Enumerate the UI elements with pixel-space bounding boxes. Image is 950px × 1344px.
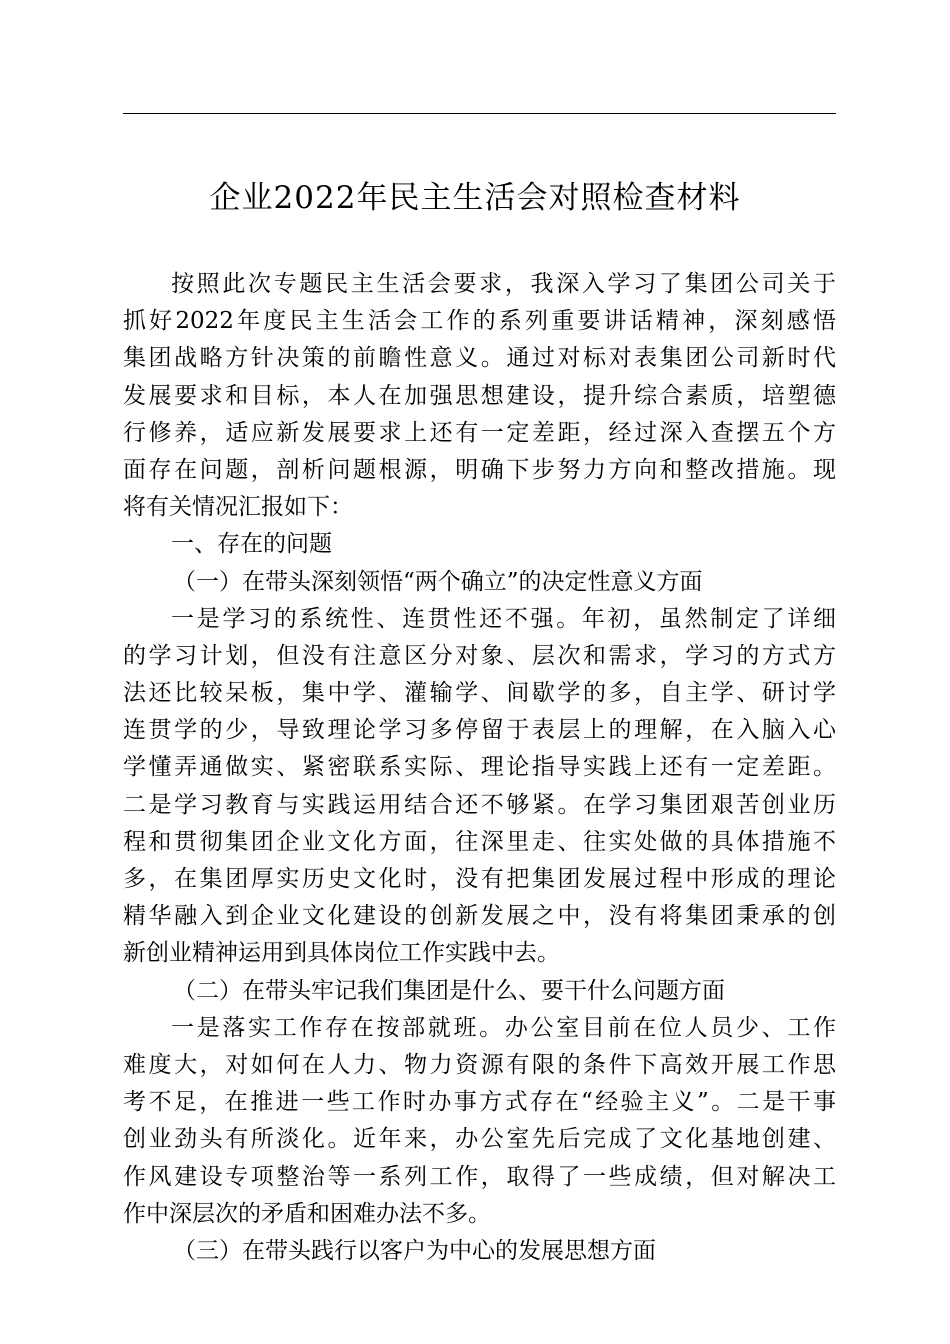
paragraph-line: 二是学习教育与实践运用结合还不够紧。在学习集团艰苦创业历 [123,791,836,818]
header-rule [123,113,836,114]
paragraph-line: 面存在问题，剖析问题根源，明确下步努力方向和整改措施。现 [123,456,836,483]
paragraph-line: 程和贯彻集团企业文化方面，往深里走、往实处做的具体措施不 [123,828,836,855]
paragraph-first-line: 按照此次专题民主生活会要求，我深入学习了集团公司关于 [171,271,836,297]
paragraph-line: 学懂弄通做实、紧密联系实际、理论指导实践上还有一定差距。 [123,754,836,781]
paragraph-line: 抓好2022年度民主生活会工作的系列重要讲话精神，深刻感悟 [123,308,836,335]
paragraph-last-line: 新创业精神运用到具体岗位工作实践中去。 [123,940,560,967]
section-heading: 一、存在的问题 [171,531,332,558]
paragraph-line: 创业劲头有所淡化。近年来，办公室先后完成了文化基地创建、 [123,1126,836,1153]
paragraph-line: 作风建设专项整治等一系列工作，取得了一些成绩，但对解决工 [123,1163,836,1190]
paragraph-line: 行修养，适应新发展要求上还有一定差距，经过深入查摆五个方 [123,419,836,446]
paragraph-first-line: 一是落实工作存在按部就班。办公室目前在位人员少、工作 [171,1014,836,1041]
subsection-heading: （二）在带头牢记我们集团是什么、要干什么问题方面 [173,977,725,1004]
paragraph-line: 精华融入到企业文化建设的创新发展之中，没有将集团秉承的创 [123,903,836,930]
paragraph-first-line: 一是学习的系统性、连贯性还不强。年初，虽然制定了详细 [171,605,836,632]
paragraph-line: 的学习计划，但没有注意区分对象、层次和需求，学习的方式方 [123,642,836,669]
subsection-heading: （一）在带头深刻领悟“两个确立”的决定性意义方面 [173,568,703,595]
paragraph-line: 连贯学的少，导致理论学习多停留于表层上的理解，在入脑入心 [123,717,836,744]
paragraph-line: 集团战略方针决策的前瞻性意义。通过对标对表集团公司新时代 [123,345,836,372]
paragraph-line: 发展要求和目标，本人在加强思想建设，提升综合素质，培塑德 [123,382,836,409]
paragraph-line: 法还比较呆板，集中学、灌输学、间歇学的多，自主学、研讨学 [123,680,836,707]
document-body [123,266,836,1270]
paragraph-line: 多，在集团厚实历史文化时，没有把集团发展过程中形成的理论 [123,866,836,892]
paragraph-last-line: 作中深层次的矛盾和困难办法不多。 [123,1200,491,1227]
paragraph-line: 难度大，对如何在人力、物力资源有限的条件下高效开展工作思 [123,1051,836,1078]
paragraph-line: 考不足，在推进一些工作时办事方式存在“经验主义”。二是干事 [123,1089,836,1116]
paragraph-last-line: 将有关情况汇报如下： [123,494,353,521]
subsection-heading: （三）在带头践行以客户为中心的发展思想方面 [173,1237,656,1264]
document-title: 企业2022年民主生活会对照检查材料 [209,180,741,216]
